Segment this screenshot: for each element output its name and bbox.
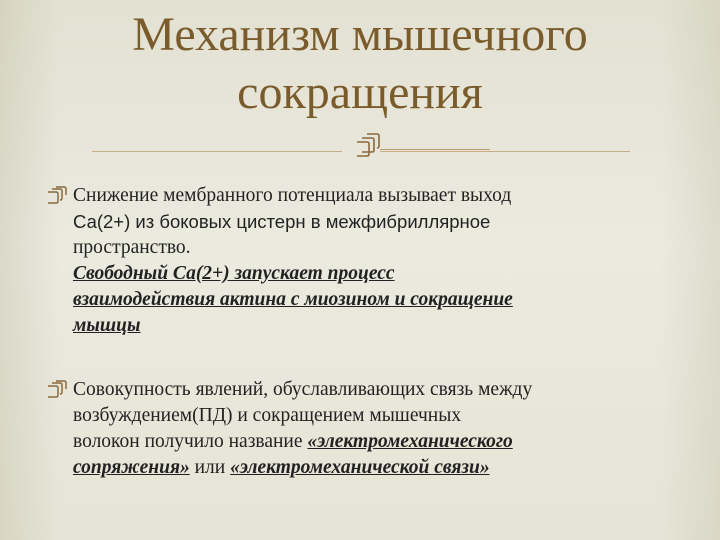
bullet-item-2 — [46, 377, 636, 481]
title-divider-accent — [380, 149, 490, 150]
slide-title-line-1: Механизм мышечного — [132, 8, 588, 61]
title-divider-left — [92, 151, 342, 152]
bullet-1-line-3: пространство. — [73, 237, 191, 258]
bullet-2-line-3-plain: волокон получило название — [73, 431, 308, 452]
bullet-item-1 — [46, 183, 636, 339]
slide-title-line-2: сокращения — [237, 66, 483, 119]
scroll-ornament-icon — [352, 133, 382, 163]
bullet-2-line-3 — [73, 429, 636, 455]
title-divider-right — [380, 151, 630, 152]
slide-title — [60, 6, 660, 122]
term-electromechanical-link: «электромеханической связи» — [230, 457, 490, 478]
bullet-2-line-1: Совокупность явлений, обуславливающих связь между — [73, 379, 533, 400]
bullet-1-line-2: Са(2+) из боковых цистерн в межфибриллярное — [73, 211, 491, 232]
bullet-1-emphasis-line-1: Свободный Са(2+) запускает процесс — [73, 263, 395, 284]
scroll-bullet-icon — [46, 380, 68, 398]
term-electromechanical-coupling-part-2: сопряжения» — [73, 457, 190, 478]
bullet-1-emphasis-line-2: взаимодействия актина с миозином и сокращение — [73, 289, 513, 310]
term-electromechanical-coupling-part-1: «электромеханического — [307, 431, 513, 452]
bullet-1-line-1: Снижение мембранного потенциала вызывает выход — [73, 185, 512, 206]
bullet-text-2 — [73, 377, 636, 481]
bullet-2-line-2: возбуждением(ПД) и сокращением мышечных — [73, 405, 462, 426]
bullet-text-1 — [73, 183, 636, 339]
bullet-2-conjunction: или — [189, 457, 231, 478]
scroll-bullet-icon — [46, 186, 68, 204]
bullet-1-emphasis-line-3: мышцы — [73, 315, 141, 336]
slide-edge-shade-right — [660, 0, 720, 540]
bullet-2-line-4 — [73, 455, 636, 481]
